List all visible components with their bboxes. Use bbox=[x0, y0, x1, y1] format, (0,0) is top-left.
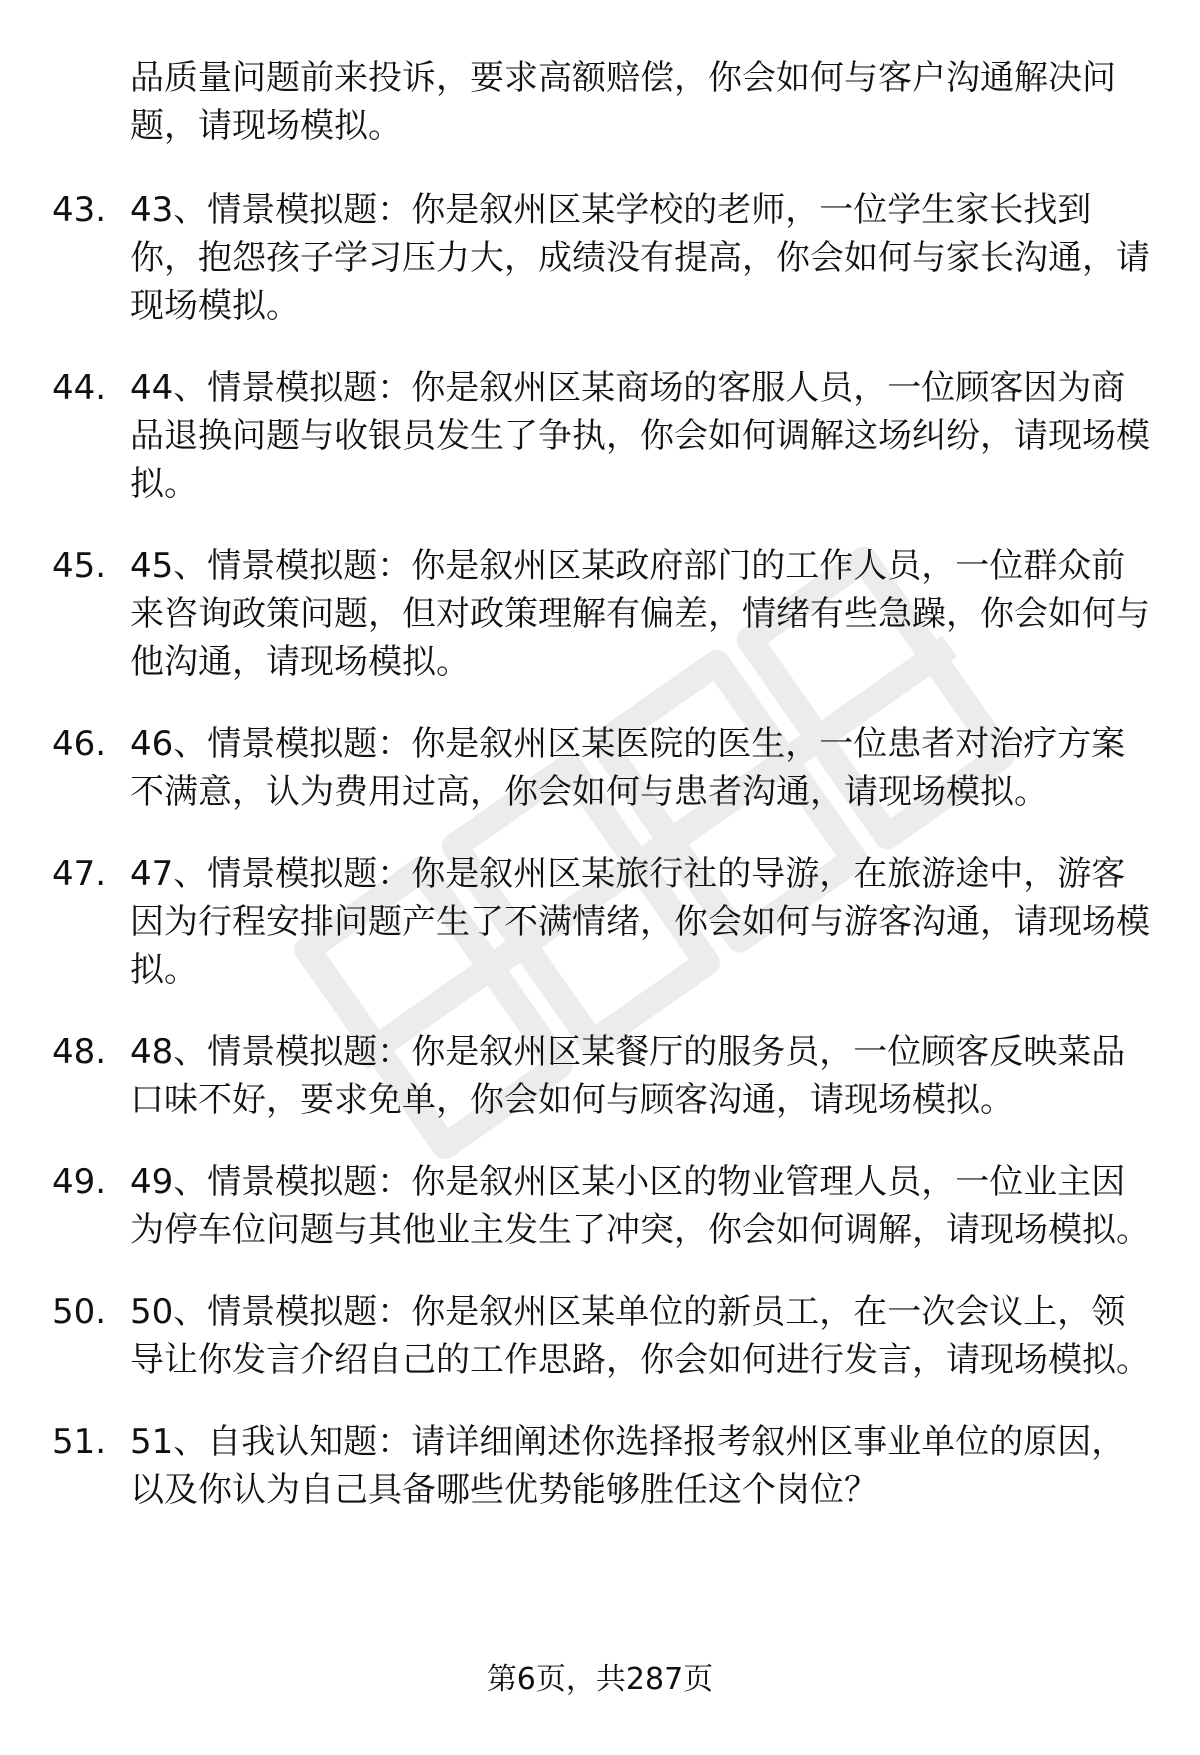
question-text: 51、自我认知题：请详细阐述你选择报考叙州区事业单位的原因，以及你认为自己具备哪些优势能够胜任这个岗位？ bbox=[130, 1422, 1126, 1510]
question-number: 46. bbox=[52, 724, 107, 764]
question-text: 43、情景模拟题：你是叙州区某学校的老师，一位学生家长找到你，抱怨孩子学习压力大，成绩没有提高，你会如何与家长沟通，请现场模拟。 bbox=[130, 190, 1150, 326]
continued-question-text: 品质量问题前来投诉，要求高额赔偿，你会如何与客户沟通解决问题，请现场模拟。 bbox=[130, 58, 1116, 146]
question-item bbox=[0, 542, 1150, 686]
question-item bbox=[0, 364, 1150, 508]
page-footer: 第6页，共287页 bbox=[486, 1662, 714, 1697]
question-item bbox=[0, 720, 1150, 816]
question-number: 44. bbox=[52, 368, 107, 408]
question-number: 45. bbox=[52, 546, 107, 586]
question-number: 49. bbox=[52, 1162, 107, 1202]
question-text: 46、情景模拟题：你是叙州区某医院的医生，一位患者对治疗方案不满意，认为费用过高，你会如何与患者沟通，请现场模拟。 bbox=[130, 724, 1126, 812]
question-item bbox=[0, 186, 1150, 330]
question-item bbox=[0, 850, 1150, 994]
question-item bbox=[0, 1028, 1150, 1124]
question-number: 51. bbox=[52, 1422, 107, 1462]
question-item bbox=[0, 1158, 1150, 1254]
question-list bbox=[0, 186, 1200, 1548]
question-item bbox=[0, 1288, 1150, 1384]
question-text: 47、情景模拟题：你是叙州区某旅行社的导游，在旅游途中，游客因为行程安排问题产生了不满情绪，你会如何与游客沟通，请现场模拟。 bbox=[130, 854, 1150, 990]
question-text: 45、情景模拟题：你是叙州区某政府部门的工作人员，一位群众前来咨询政策问题，但对政策理解有偏差，情绪有些急躁，你会如何与他沟通，请现场模拟。 bbox=[130, 546, 1150, 682]
question-number: 48. bbox=[52, 1032, 107, 1072]
question-item bbox=[0, 1418, 1150, 1514]
question-number: 50. bbox=[52, 1292, 107, 1332]
question-text: 49、情景模拟题：你是叙州区某小区的物业管理人员，一位业主因为停车位问题与其他业主发生了冲突，你会如何调解，请现场模拟。 bbox=[130, 1162, 1150, 1250]
question-text: 44、情景模拟题：你是叙州区某商场的客服人员，一位顾客因为商品退换问题与收银员发生了争执，你会如何调解这场纠纷，请现场模拟。 bbox=[130, 368, 1150, 504]
question-text: 50、情景模拟题：你是叙州区某单位的新员工，在一次会议上，领导让你发言介绍自己的工作思路，你会如何进行发言，请现场模拟。 bbox=[130, 1292, 1150, 1380]
question-text: 48、情景模拟题：你是叙州区某餐厅的服务员，一位顾客反映菜品口味不好，要求免单，你会如何与顾客沟通，请现场模拟。 bbox=[130, 1032, 1126, 1120]
question-number: 43. bbox=[52, 190, 107, 230]
question-number: 47. bbox=[52, 854, 107, 894]
